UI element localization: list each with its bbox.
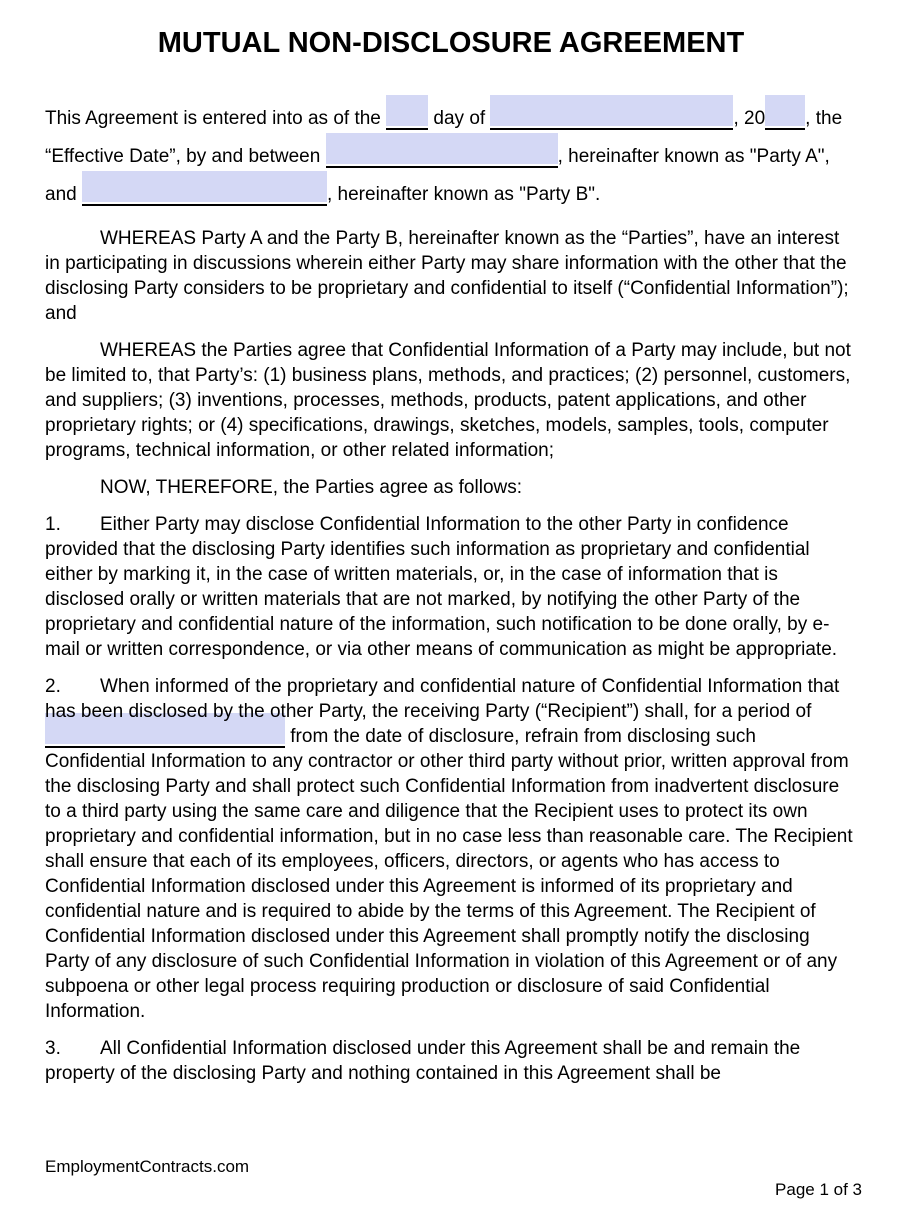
year-field-blank[interactable] <box>765 111 805 130</box>
month-field-blank[interactable] <box>490 111 733 130</box>
confidentiality-period-field-blank[interactable] <box>45 729 285 748</box>
clause-2 <box>45 674 857 1024</box>
recital-paragraph-2: WHEREAS the Parties agree that Confidential Information of a Party may include, but not be limited to, that Party’s: (1) business plans, methods, and practices; (2) personnel, customers, and suppliers; (3) inventions, processes, methods, products, patent applications, and other proprietary rights; or (4) specifications, drawings, sketches, models, samples, tools, computer programs, technical information, or other related information; <box>45 340 851 461</box>
opening-paragraph: This Agreement is entered into as of the day of , 20 , the “Effective Date”, by and between , hereinafter known as "Party A", and , hereinafter known as "Party B". <box>45 108 843 205</box>
now-therefore-paragraph: NOW, THEREFORE, the Parties agree as follows: <box>100 477 523 498</box>
party-b-name-field-blank[interactable] <box>82 187 327 206</box>
clause-2-number: 2. <box>45 676 61 697</box>
footer-page-number: Page 1 of 3 <box>775 1180 862 1199</box>
footer-site-name: EmploymentContracts.com <box>45 1157 250 1176</box>
clause-1 <box>45 512 857 662</box>
day-field-blank[interactable] <box>386 111 428 130</box>
clause-2-text: When informed of the proprietary and confidential nature of Confidential Information that has been disclosed by the other Party, the receiving Party (“Recipient”) shall, for a period of from the date of disclosure, refrain from disclosing such Confidential Information to any contractor or other third party without prior, written approval from the disclosing Party and shall protect such Confidential Information from inadvertent disclosure to a third party using the same care and diligence that the Recipient uses to protect its own proprietary and confidential information, but in no case less than reasonable care. The Recipient shall ensure that each of its employees, officers, directors, or agents who has access to Confidential Information disclosed under this Agreement is informed of its proprietary and confidential nature and is required to abide by the terms of this Agreement. The Recipient of Confidential Information disclosed under this Agreement shall promptly notify the disclosing Party of any disclosure of such Confidential Information in violation of this Agreement or of any subpoena or other legal process requiring production or disclosure of said Confidential Information. <box>45 676 853 1022</box>
document-title: MUTUAL NON-DISCLOSURE AGREEMENT <box>157 27 745 59</box>
document-content <box>45 0 857 1086</box>
recital-paragraph-1: WHEREAS Party A and the Party B, hereinafter known as the “Parties”, have an interest in participating in discussions wherein either Party may share information with the other that the disclosing Party considers to be proprietary and confidential to itself (“Confidential Information”); and <box>45 228 849 324</box>
clause-1-number: 1. <box>45 514 61 535</box>
clause-3-text: All Confidential Information disclosed under this Agreement shall be and remain the property of the disclosing Party and nothing contained in this Agreement shall be <box>45 1038 801 1084</box>
clause-3-number: 3. <box>45 1038 61 1059</box>
clause-1-text: Either Party may disclose Confidential Information to the other Party in confidence provided that the disclosing Party identifies such information as proprietary and confidential either by marking it, in the case of written materials, or, in the case of information that is disclosed orally or written materials that are not marked, by notifying the other Party of the proprietary and confidential nature of the information, such notification to be done orally, by e-mail or written correspondence, or via other means of communication as might be appropriate. <box>45 514 838 660</box>
party-a-name-field-blank[interactable] <box>326 149 558 168</box>
clause-3 <box>45 1036 857 1086</box>
